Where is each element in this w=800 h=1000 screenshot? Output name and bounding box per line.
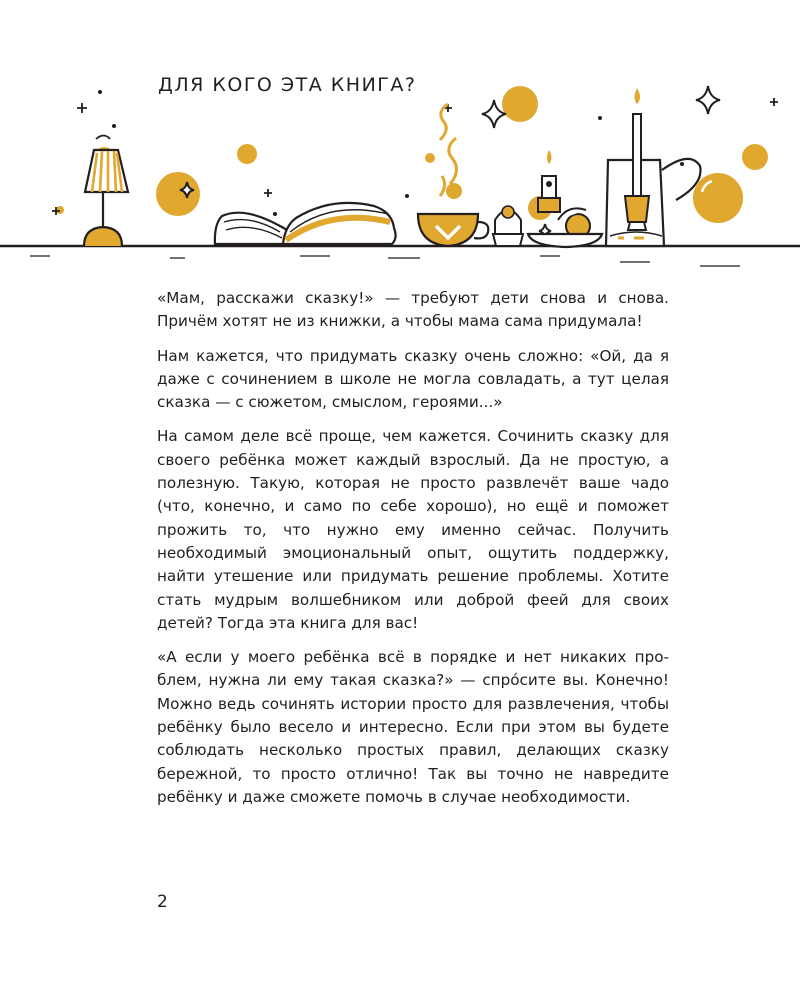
paragraph: «А если у моего ребёнка всё в порядке и нет никаких проблем, нужна ли ему такая сказка?» — спрóсите вы. Конечно! Можно ведь сочинять истории просто для развлечения, чтобы ребёнку было весело и интересно. Если при этом вы будете соблюдать несколько простых правил, делающих сказку бережной, то просто отлично! Так вы точно не навредите ребёнку и даже сможете помочь в случае необходимости. bbox=[157, 648, 669, 806]
paragraph: Нам кажется, что придумать сказку очень сложно: «Ой, да я даже с сочинением в школе не могла совладать, а тут целая сказка — с сюжетом, смыслом, героями...» bbox=[157, 346, 669, 412]
jug-icon bbox=[606, 159, 701, 246]
page-number: 2 bbox=[157, 892, 168, 912]
header-illustration bbox=[0, 85, 800, 285]
cake-icon bbox=[488, 206, 528, 246]
open-book-icon bbox=[215, 203, 396, 244]
article-body bbox=[157, 287, 669, 820]
page-title: ДЛЯ КОГО ЭТА КНИГА? bbox=[158, 74, 417, 96]
candle-icon bbox=[538, 150, 560, 212]
paragraph: На самом деле всё проще, чем кажется. Сочинить сказку для своего ребёнка может каждый взрослый. Да не простую, а полезную. Такую, которая не просто развлечёт ваше чадо (что, конечно, и само по себе хорошо), но ещё и поможет прожить то, что нужно ему именно сейчас. Получить необходимый эмоциональный опыт, ощутить поддержку, найти утешение или придумать решение проблемы. Хотите стать мудрым волшебником или доброй феей для своих детей? Тогда эта книга для вас! bbox=[157, 427, 669, 632]
decor-dot bbox=[156, 172, 200, 216]
coffee-cup-icon bbox=[418, 104, 488, 246]
paragraph: «Мам, расскажи сказку!» — требуют дети снова и снова. Причём хотят не из книжки, а чтобы мама сама придумала! bbox=[157, 289, 669, 331]
table-lamp-icon bbox=[84, 136, 128, 247]
